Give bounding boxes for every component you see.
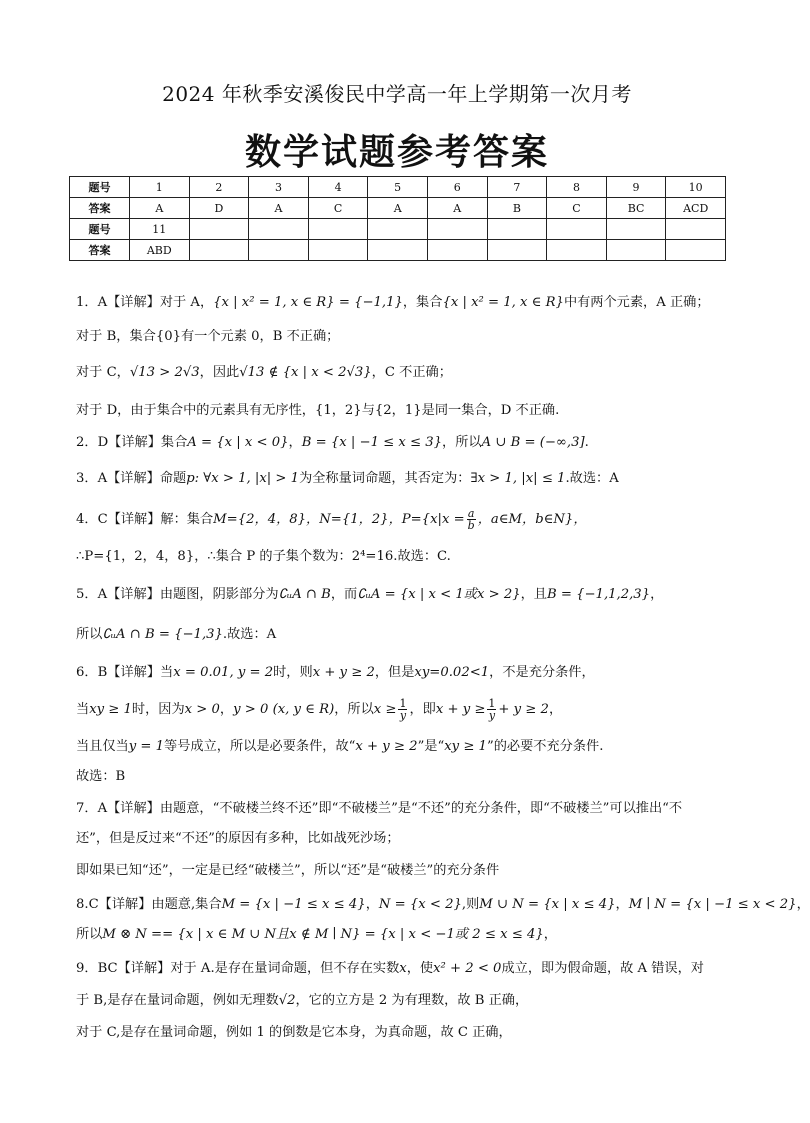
solution-text: ，所以 bbox=[442, 435, 482, 450]
math-expression: M ∪ N = {x | x ≤ 4} bbox=[479, 897, 616, 912]
solution-text: 所以 bbox=[76, 627, 103, 642]
fraction-numerator: 1 bbox=[399, 697, 407, 710]
solution-text: ， bbox=[219, 702, 234, 717]
solution-text: 2．D【详解】集合 bbox=[76, 435, 188, 450]
math-expression: ∁ᵤA ∩ B = {−1,3} bbox=[102, 627, 223, 642]
math-expression: ，a∈M，b∈N}， bbox=[477, 512, 587, 527]
solution-text: . bbox=[584, 435, 589, 450]
math-expression: M = {x | −1 ≤ x ≤ 4} bbox=[221, 897, 366, 912]
row-label-answer: 答案 bbox=[70, 198, 130, 219]
answer-cell: A bbox=[427, 198, 487, 219]
row-label-question: 题号 bbox=[70, 219, 130, 240]
fraction bbox=[398, 698, 407, 721]
solution-text: 1．A【详解】对于 A， bbox=[76, 295, 214, 310]
solution-7-line-1: 7．A【详解】由题意，“不破楼兰终不还”即“不破楼兰”是“不还”的充分条件，即“不破楼兰”可以推出“不 bbox=[76, 801, 683, 816]
solution-text: 于 B,是存在量词命题，例如无理数 bbox=[76, 993, 279, 1008]
empty-cell bbox=[487, 219, 547, 240]
fraction bbox=[467, 508, 476, 531]
math-expression: y > 0 (x, y ∈ R) bbox=[233, 702, 335, 717]
solution-2 bbox=[76, 434, 589, 452]
answer-cell: C bbox=[547, 198, 607, 219]
solution-text: ， bbox=[796, 897, 810, 912]
answer-cell: ABD bbox=[130, 240, 190, 261]
question-number: 3 bbox=[249, 177, 309, 198]
solution-text: .故选：A bbox=[565, 471, 619, 486]
solution-text: 8.C【详解】由题意,集合 bbox=[76, 897, 222, 912]
answer-cell: A bbox=[249, 198, 309, 219]
solution-text: ，而 bbox=[330, 587, 358, 602]
solution-4-line-1 bbox=[76, 508, 587, 531]
solution-text: ， bbox=[543, 927, 557, 942]
math-expression: x + y ≥ bbox=[435, 702, 486, 717]
math-expression: M ⊗ N == {x | x ∈ M ∪ N且x ∉ M ∣ N} = {x | x < −1或 2 ≤ x ≤ 4} bbox=[102, 927, 544, 942]
solution-6-line-3 bbox=[76, 738, 603, 756]
math-expression: p: ∀x > 1, |x| > 1 bbox=[186, 471, 300, 486]
fraction-numerator: a bbox=[467, 507, 475, 520]
solution-6-line-4: 故选：B bbox=[76, 769, 126, 784]
math-expression: √13 > 2√3 bbox=[129, 365, 200, 380]
empty-cell bbox=[547, 240, 607, 261]
solution-text: ，它的立方是 2 为有理数，故 B 正确， bbox=[295, 993, 529, 1008]
row-label-answer: 答案 bbox=[70, 240, 130, 261]
solution-text: ,则 bbox=[461, 897, 480, 912]
exam-title: 2024 年秋季安溪俊民中学高一年上学期第一次月考 bbox=[162, 82, 632, 106]
solution-text: ，因此 bbox=[199, 365, 240, 380]
solution-1-line-2: 对于 B，集合{0}有一个元素 0，B 不正确； bbox=[76, 329, 340, 344]
solution-text: 所以 bbox=[76, 927, 103, 942]
math-expression: {x | x² = 1, x ∈ R} = {−1,1} bbox=[213, 295, 403, 310]
empty-cell bbox=[249, 219, 309, 240]
solution-text: 等号成立，所以是必要条件，故“ bbox=[164, 739, 356, 754]
empty-cell bbox=[368, 240, 428, 261]
solution-text: .故选：A bbox=[222, 627, 277, 642]
solution-text: 时，则 bbox=[273, 665, 313, 680]
empty-cell bbox=[606, 240, 666, 261]
table-row-numbers-2 bbox=[70, 219, 726, 240]
solution-text: 对于 C， bbox=[76, 365, 130, 380]
solution-text: 4．C【详解】解：集合 bbox=[76, 512, 214, 527]
answer-cell: A bbox=[368, 198, 428, 219]
math-expression: + y ≥ 2 bbox=[498, 702, 549, 717]
question-number: 6 bbox=[427, 177, 487, 198]
solution-text: ”是“ bbox=[417, 739, 445, 754]
math-expression: ∃x > 1, |x| ≤ 1 bbox=[470, 471, 566, 486]
solution-text: 5．A【详解】由题图，阴影部分为 bbox=[76, 587, 279, 602]
math-expression: {x | x² = 1, x ∈ R} bbox=[442, 295, 564, 310]
math-expression: x bbox=[399, 961, 407, 976]
math-expression: xy ≥ 1 bbox=[89, 702, 132, 717]
question-number: 10 bbox=[666, 177, 726, 198]
table-row-numbers-1 bbox=[70, 177, 726, 198]
solution-text: ，C 不正确； bbox=[371, 365, 452, 380]
solution-3 bbox=[76, 470, 619, 488]
question-number: 4 bbox=[308, 177, 368, 198]
solution-text: 时，因为 bbox=[131, 702, 185, 717]
question-number: 7 bbox=[487, 177, 547, 198]
solution-9-line-2 bbox=[76, 992, 528, 1010]
math-expression: √2 bbox=[278, 993, 296, 1008]
math-expression: y = 1 bbox=[128, 739, 165, 754]
question-number: 1 bbox=[130, 177, 190, 198]
math-expression: M={2，4，8}，N={1，2}，P={x|x = bbox=[213, 512, 465, 527]
solution-text: 6．B【详解】当 bbox=[76, 665, 174, 680]
solution-text: ”的必要不充分条件. bbox=[486, 739, 604, 754]
question-number: 5 bbox=[368, 177, 428, 198]
solution-text: 3．A【详解】命题 bbox=[76, 471, 187, 486]
solution-9-line-1 bbox=[76, 960, 704, 978]
empty-cell bbox=[249, 240, 309, 261]
answer-cell: BC bbox=[606, 198, 666, 219]
solution-text: ，使 bbox=[406, 961, 434, 976]
question-number: 8 bbox=[547, 177, 607, 198]
math-expression: x + y ≥ 2 bbox=[355, 739, 418, 754]
solution-6-line-2 bbox=[76, 698, 562, 721]
answer-cell: D bbox=[189, 198, 249, 219]
empty-cell bbox=[308, 219, 368, 240]
solution-text: 中有两个元素，A 正确； bbox=[563, 295, 710, 310]
solution-8-line-1 bbox=[76, 896, 810, 914]
question-number: 9 bbox=[606, 177, 666, 198]
math-expression: x² + 2 < 0 bbox=[433, 961, 502, 976]
math-expression: √13 ∉ {x | x < 2√3} bbox=[239, 365, 372, 380]
answer-cell: B bbox=[487, 198, 547, 219]
solution-6-line-1 bbox=[76, 664, 595, 682]
math-expression: ∁ᵤA ∩ B bbox=[278, 587, 331, 602]
math-expression: A = {x | x < 0} bbox=[187, 435, 289, 450]
solution-text: 9．BC【详解】对于 A.是存在量词命题，但不存在实数 bbox=[76, 961, 400, 976]
solution-4-line-2: ∴P={1，2，4，8}，∴集合 P 的子集个数为：2⁴=16.故选：C. bbox=[76, 549, 451, 564]
math-expression: A ∪ B = (−∞,3] bbox=[481, 435, 585, 450]
solution-text: ，即 bbox=[409, 702, 436, 717]
solution-text: 当 bbox=[76, 702, 90, 717]
solution-1-line-1 bbox=[76, 294, 710, 312]
math-expression: x + y ≥ 2 bbox=[312, 665, 375, 680]
answer-cell: C bbox=[308, 198, 368, 219]
math-expression: M ∣ N = {x | −1 ≤ x < 2} bbox=[628, 897, 797, 912]
solution-text: ， bbox=[288, 435, 302, 450]
math-expression: B = {−1,1,2,3} bbox=[546, 587, 651, 602]
empty-cell bbox=[427, 240, 487, 261]
solution-text: ，不是充分条件， bbox=[489, 665, 595, 680]
solution-text: ，且 bbox=[520, 587, 547, 602]
empty-cell bbox=[427, 219, 487, 240]
fraction bbox=[487, 698, 496, 721]
table-row-answers-1 bbox=[70, 198, 726, 219]
document-title: 数学试题参考答案 bbox=[244, 132, 549, 173]
empty-cell bbox=[547, 219, 607, 240]
solution-text: ，所以 bbox=[334, 702, 374, 717]
math-expression: B = {x | −1 ≤ x ≤ 3} bbox=[301, 435, 443, 450]
table-row-answers-2 bbox=[70, 240, 726, 261]
solution-text: 为全称量词命题，其否定为： bbox=[299, 471, 471, 486]
math-expression: N = {x < 2} bbox=[378, 897, 462, 912]
answer-cell: ACD bbox=[666, 198, 726, 219]
empty-cell bbox=[606, 219, 666, 240]
empty-cell bbox=[189, 219, 249, 240]
question-number: 2 bbox=[189, 177, 249, 198]
empty-cell bbox=[487, 240, 547, 261]
empty-cell bbox=[368, 219, 428, 240]
empty-cell bbox=[189, 240, 249, 261]
solution-5-line-1 bbox=[76, 586, 663, 604]
answer-table bbox=[69, 176, 726, 261]
solution-text: ，集合 bbox=[402, 295, 443, 310]
math-expression: x ≥ bbox=[373, 702, 397, 717]
empty-cell bbox=[666, 240, 726, 261]
empty-cell bbox=[666, 219, 726, 240]
solution-text: ，但是 bbox=[374, 665, 415, 680]
solution-1-line-3 bbox=[76, 364, 452, 382]
math-expression: x > 0 bbox=[184, 702, 220, 717]
solution-7-line-3: 即如果已知“还”，一定是已经“破楼兰”，所以“还”是“破楼兰”的充分条件 bbox=[76, 863, 500, 878]
solution-7-line-2: 还”，但是反过来“不还”的原因有多种，比如战死沙场； bbox=[76, 831, 400, 846]
solution-8-line-2 bbox=[76, 926, 557, 944]
math-expression: xy=0.02<1 bbox=[414, 665, 490, 680]
fraction-denominator: y bbox=[399, 709, 407, 722]
solution-text: 成立，即为假命题，故 A 错误，对 bbox=[501, 961, 704, 976]
solution-5-line-2 bbox=[76, 626, 276, 644]
fraction-numerator: 1 bbox=[488, 697, 496, 710]
fraction-denominator: y bbox=[488, 709, 496, 722]
question-number: 11 bbox=[130, 219, 190, 240]
empty-cell bbox=[308, 240, 368, 261]
math-expression: x = 0.01, y = 2 bbox=[173, 665, 274, 680]
solution-text: ， bbox=[365, 897, 379, 912]
answer-cell: A bbox=[130, 198, 190, 219]
math-expression: ∁ᵤA = {x | x < 1或x > 2} bbox=[357, 587, 521, 602]
solution-text: ， bbox=[650, 587, 664, 602]
fraction-denominator: b bbox=[467, 519, 475, 532]
solution-9-line-3: 对于 C,是存在量词命题，例如 1 的倒数是它本身，为真命题，故 C 正确， bbox=[76, 1025, 512, 1040]
solution-text: 当且仅当 bbox=[76, 739, 129, 754]
row-label-question: 题号 bbox=[70, 177, 130, 198]
solution-text: ， bbox=[548, 702, 563, 717]
solution-1-line-4: 对于 D，由于集合中的元素具有无序性，{1，2}与{2，1}是同一集合，D 不正确. bbox=[76, 403, 560, 418]
math-expression: xy ≥ 1 bbox=[444, 739, 487, 754]
solution-text: ， bbox=[615, 897, 629, 912]
